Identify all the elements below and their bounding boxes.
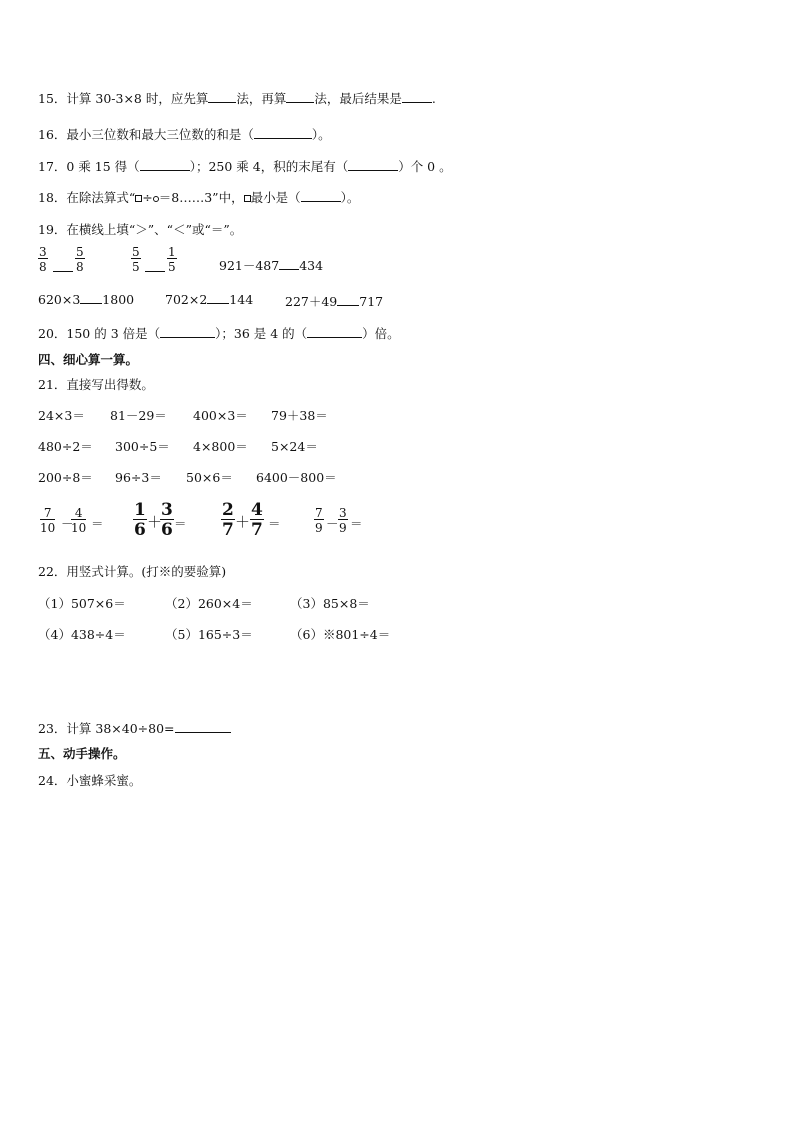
denominator: 5 — [168, 260, 176, 274]
mental-math-item: 81－29＝ — [110, 408, 167, 423]
numerator: 1 — [168, 245, 176, 259]
q16-blank[interactable] — [254, 127, 312, 139]
vertical-calc-item: （2）260×4＝ — [165, 596, 253, 611]
q15-blank-1[interactable] — [208, 91, 236, 103]
numerator: 7 — [315, 506, 323, 520]
numerator: 3 — [339, 506, 347, 520]
fraction — [314, 507, 324, 534]
compare-blank[interactable] — [53, 260, 73, 272]
compare-blank[interactable] — [80, 292, 102, 304]
equals-sign: ＝ — [174, 516, 187, 531]
numerator: 4 — [74, 506, 83, 520]
compare-expression — [219, 256, 323, 274]
q18-text-a: 18．在除法算式“ — [38, 190, 136, 205]
vertical-calc-item: （5）165÷3＝ — [165, 627, 253, 642]
compare-blank[interactable] — [337, 294, 359, 306]
minus-operator: － — [326, 516, 339, 531]
numerator: 7 — [43, 506, 52, 520]
q23-text: 23．计算 38×40÷80= — [38, 721, 175, 736]
question-15 — [38, 89, 436, 107]
q20-text-c: ）倍。 — [362, 326, 400, 341]
denominator: 8 — [76, 260, 84, 274]
q15-text-d: . — [431, 91, 436, 106]
denominator: 10 — [40, 521, 56, 535]
denominator: 8 — [39, 260, 47, 274]
numerator: 4 — [251, 500, 263, 520]
numerator: 3 — [39, 245, 47, 259]
question-16 — [38, 125, 331, 143]
compare-expression — [285, 292, 383, 310]
compare-blank[interactable] — [145, 260, 165, 272]
q20-text-a: 20．150 的 3 倍是（ — [38, 326, 161, 341]
equals-sign: ＝ — [350, 516, 363, 531]
q17-blank-2[interactable] — [348, 159, 398, 171]
expression-left: 921－487 — [219, 258, 280, 273]
question-20 — [38, 324, 400, 342]
numerator: 3 — [161, 500, 173, 520]
compare-expression — [38, 292, 134, 307]
equals-sign: ＝ — [91, 516, 104, 531]
question-24: 24．小蜜蜂采蜜。 — [38, 773, 142, 788]
vertical-calc-item: （1）507×6＝ — [38, 596, 126, 611]
section-heading-5: 五、动手操作。 — [38, 746, 126, 761]
fraction — [160, 502, 174, 539]
q18-text-e: ）。 — [340, 190, 360, 205]
q23-blank[interactable] — [175, 721, 231, 733]
question-18 — [38, 188, 359, 206]
q15-blank-2[interactable] — [286, 91, 314, 103]
question-23 — [38, 719, 231, 737]
q17-text-c: ）个 0 。 — [398, 159, 452, 174]
q18-text-b: ÷ — [142, 190, 153, 205]
mental-math-item: 79＋38＝ — [271, 408, 328, 423]
mental-math-item: 24×3＝ — [38, 408, 85, 423]
denominator: 9 — [315, 521, 323, 535]
denominator: 10 — [71, 521, 87, 535]
vertical-calc-item: （4）438÷4＝ — [38, 627, 126, 642]
mental-math-item: 200÷8＝ — [38, 470, 93, 485]
denominator: 7 — [251, 520, 263, 540]
q17-text-a: 17．0 乘 15 得（ — [38, 159, 140, 174]
fraction — [131, 246, 141, 273]
mental-math-item: 480÷2＝ — [38, 439, 93, 454]
q15-text-b: 法，再算 — [236, 91, 287, 106]
q20-blank-1[interactable] — [160, 326, 215, 338]
expression-right: 434 — [299, 258, 324, 273]
equals-sign: ＝ — [268, 516, 281, 531]
question-19-title: 19．在横线上填“＞”、“＜”或“＝”。 — [38, 222, 243, 237]
numerator: 5 — [76, 245, 84, 259]
fraction — [338, 507, 348, 534]
expression-right: 717 — [359, 294, 384, 309]
q20-text-b: ）；36 是 4 的（ — [215, 326, 308, 341]
q18-blank[interactable] — [301, 190, 341, 202]
q15-text-a: 15．计算 30-3×8 时，应先算 — [38, 91, 209, 106]
plus-operator: ＋ — [235, 513, 251, 531]
q17-text-b: ）；250 乘 4，积的末尾有（ — [189, 159, 349, 174]
mental-math-item: 5×24＝ — [271, 439, 318, 454]
q18-text-d: 最小是（ — [250, 190, 301, 205]
fraction — [40, 507, 55, 534]
mental-math-item: 96÷3＝ — [115, 470, 162, 485]
denominator: 9 — [339, 521, 347, 535]
question-21-title: 21．直接写出得数。 — [38, 377, 154, 392]
fraction — [75, 246, 85, 273]
fraction — [250, 502, 264, 539]
fraction — [167, 246, 177, 273]
denominator: 6 — [134, 520, 146, 540]
question-17 — [38, 157, 452, 175]
denominator: 5 — [132, 260, 140, 274]
fraction — [71, 507, 86, 534]
fraction — [221, 502, 235, 539]
mental-math-item: 300÷5＝ — [115, 439, 170, 454]
fraction — [38, 246, 48, 273]
mental-math-item: 400×3＝ — [193, 408, 248, 423]
expression-right: 1800 — [102, 292, 135, 307]
question-22-title: 22．用竖式计算。(打※的要验算) — [38, 564, 227, 579]
square-symbol-icon — [244, 195, 251, 202]
mental-math-item: 4×800＝ — [193, 439, 248, 454]
expression-left: 227＋49 — [285, 294, 338, 309]
compare-blank[interactable] — [207, 292, 229, 304]
mental-math-item: 50×6＝ — [186, 470, 233, 485]
mental-math-item: 6400－800＝ — [256, 470, 337, 485]
numerator: 2 — [222, 500, 234, 520]
expression-right: 144 — [229, 292, 254, 307]
q15-text-c: 法，最后结果是 — [314, 91, 402, 106]
expression-left: 620×3 — [38, 292, 81, 307]
expression-left: 702×2 — [165, 292, 208, 307]
vertical-calc-item: （3）85×8＝ — [290, 596, 370, 611]
q16-text-a: 16．最小三位数和最大三位数的和是（ — [38, 127, 254, 142]
section-heading-4: 四、细心算一算。 — [38, 352, 139, 367]
numerator: 5 — [132, 245, 140, 259]
q20-blank-2[interactable] — [307, 326, 362, 338]
denominator: 6 — [161, 520, 173, 540]
fraction — [133, 502, 147, 539]
compare-expression — [165, 292, 253, 307]
numerator: 1 — [134, 500, 146, 520]
q15-blank-3[interactable] — [402, 91, 432, 103]
q18-text-c: ＝8……3”中， — [158, 190, 244, 205]
denominator: 7 — [222, 520, 234, 540]
vertical-calc-item: （6）※801÷4＝ — [290, 627, 391, 642]
q17-blank-1[interactable] — [140, 159, 190, 171]
q16-text-b: ）。 — [311, 127, 331, 142]
minus-operator: － — [61, 516, 74, 531]
plus-operator: ＋ — [147, 513, 163, 531]
compare-blank[interactable] — [279, 258, 299, 270]
